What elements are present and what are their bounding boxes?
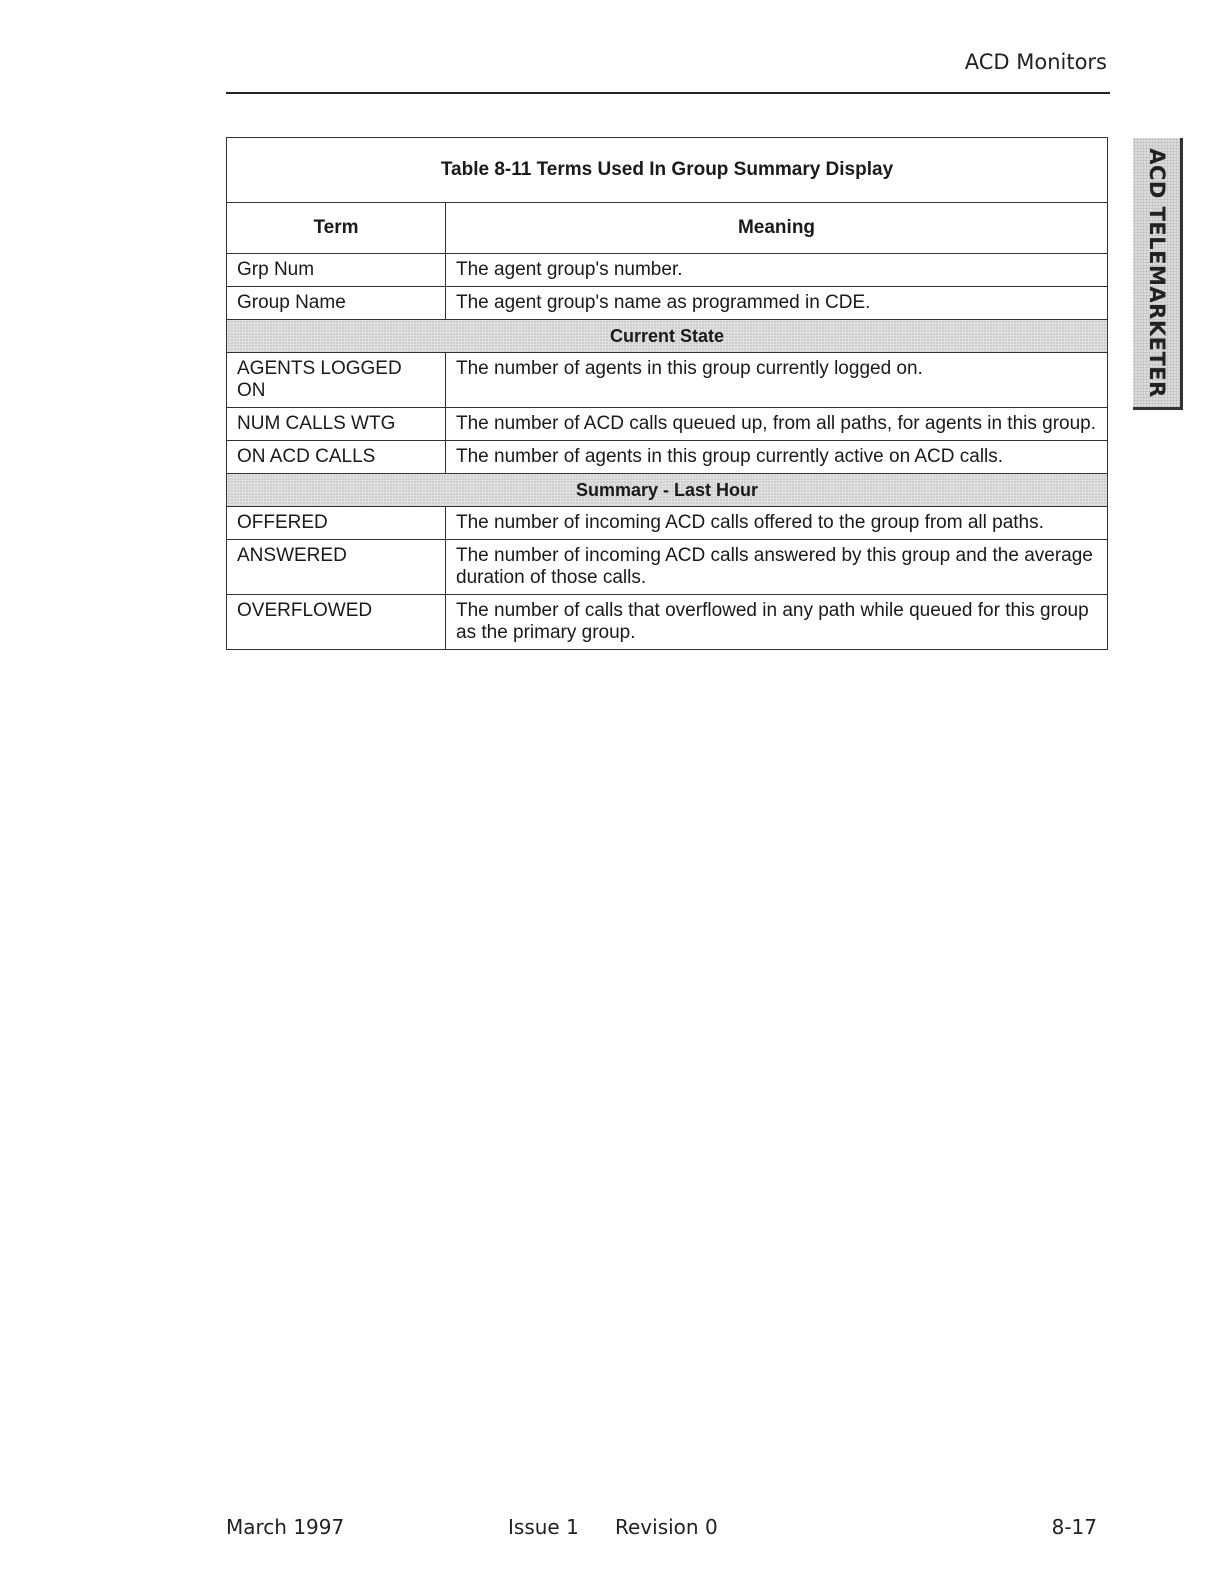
meaning-cell: The number of incoming ACD calls answered by this group and the average duration of those calls. bbox=[446, 540, 1108, 595]
table-row bbox=[227, 254, 1108, 287]
term-cell: OVERFLOWED bbox=[227, 595, 446, 650]
table-caption-row bbox=[227, 138, 1108, 203]
header-rule bbox=[226, 92, 1110, 94]
term-cell: Group Name bbox=[227, 287, 446, 320]
side-tab-label: ACD TELEMARKETER bbox=[1144, 147, 1169, 398]
meaning-cell: The number of calls that overflowed in any path while queued for this group as the primary group. bbox=[446, 595, 1108, 650]
term-cell: ANSWERED bbox=[227, 540, 446, 595]
section-side-tab bbox=[1133, 138, 1183, 410]
column-header-meaning: Meaning bbox=[446, 203, 1108, 254]
column-header-term: Term bbox=[227, 203, 446, 254]
footer-date: March 1997 bbox=[226, 1515, 345, 1539]
table-header-row bbox=[227, 203, 1108, 254]
section-row-current-state bbox=[227, 320, 1108, 353]
footer-page-number: 8-17 bbox=[1051, 1515, 1097, 1539]
footer-revision: Revision 0 bbox=[615, 1515, 718, 1539]
table-row bbox=[227, 595, 1108, 650]
page-header-title: ACD Monitors bbox=[964, 50, 1107, 74]
meaning-cell: The number of incoming ACD calls offered to the group from all paths. bbox=[446, 507, 1108, 540]
meaning-cell: The agent group's name as programmed in CDE. bbox=[446, 287, 1108, 320]
meaning-cell: The agent group's number. bbox=[446, 254, 1108, 287]
term-cell: Grp Num bbox=[227, 254, 446, 287]
term-cell: ON ACD CALLS bbox=[227, 441, 446, 474]
term-cell: OFFERED bbox=[227, 507, 446, 540]
section-title-current-state: Current State bbox=[227, 320, 1108, 353]
table-row bbox=[227, 441, 1108, 474]
table-row bbox=[227, 353, 1108, 408]
table-caption: Table 8-11 Terms Used In Group Summary Display bbox=[227, 138, 1108, 203]
table-row bbox=[227, 507, 1108, 540]
section-title-summary-last-hour: Summary - Last Hour bbox=[227, 474, 1108, 507]
meaning-cell: The number of ACD calls queued up, from all paths, for agents in this group. bbox=[446, 408, 1108, 441]
term-cell: AGENTS LOGGED ON bbox=[227, 353, 446, 408]
table-row bbox=[227, 408, 1108, 441]
footer-issue: Issue 1 bbox=[508, 1515, 579, 1539]
meaning-cell: The number of agents in this group currently logged on. bbox=[446, 353, 1108, 408]
term-cell: NUM CALLS WTG bbox=[227, 408, 446, 441]
meaning-cell: The number of agents in this group currently active on ACD calls. bbox=[446, 441, 1108, 474]
table-row bbox=[227, 287, 1108, 320]
section-row-summary-last-hour bbox=[227, 474, 1108, 507]
table-row bbox=[227, 540, 1108, 595]
terms-table bbox=[226, 137, 1108, 650]
